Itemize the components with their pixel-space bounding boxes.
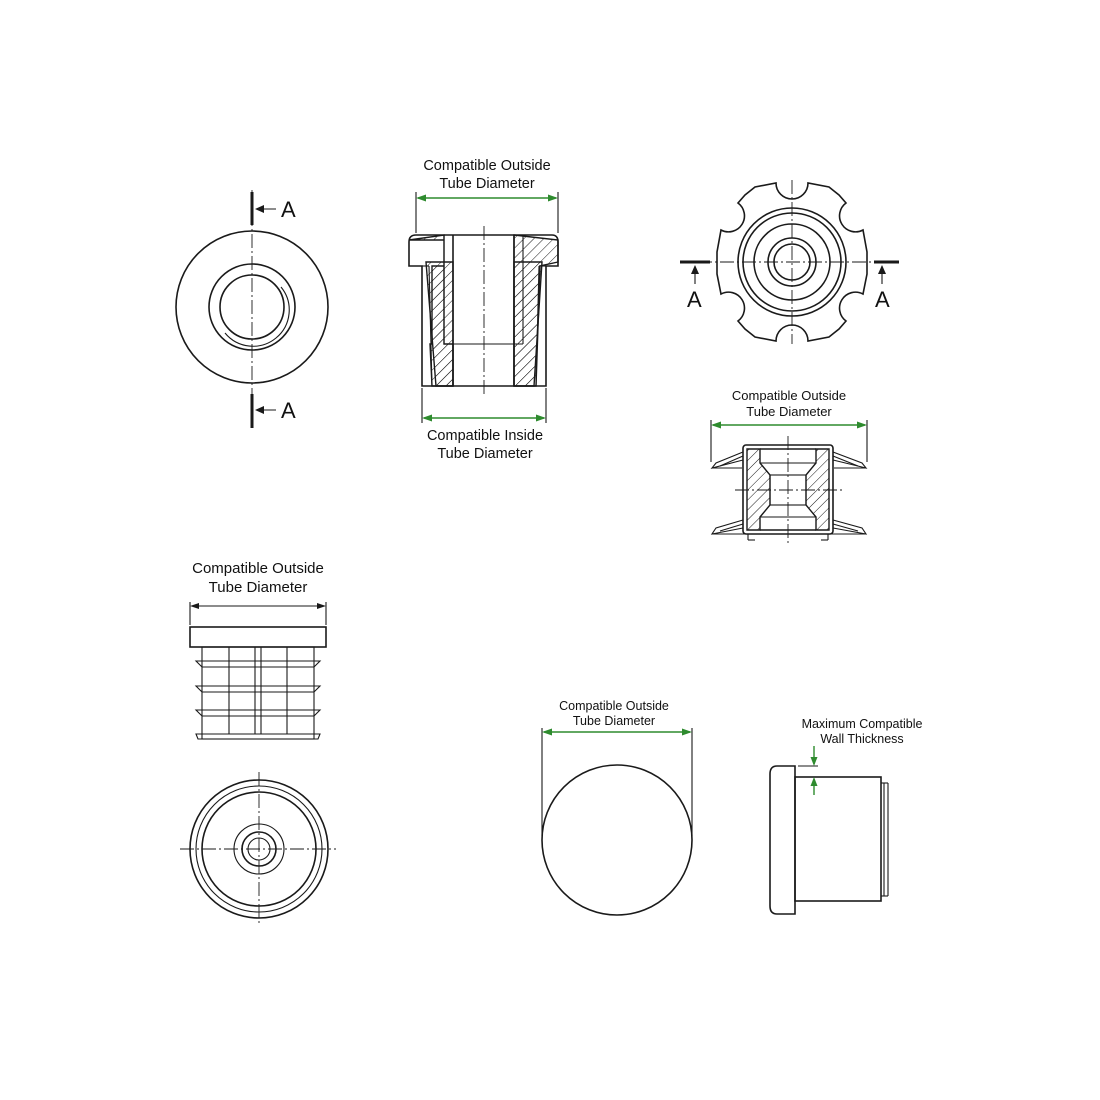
section-marker-a-top: A [281,197,296,222]
cap-od-label-line2: Tube Diameter [572,714,656,728]
star-insert-end-view [680,180,899,344]
sleeve-od-label-line2: Tube Diameter [439,176,535,192]
plug-od-label-line1: Compatible Outside [192,560,324,577]
cap-side-view [770,717,922,914]
plug-od-label-line2: Tube Diameter [208,579,308,596]
sleeve-section-view [409,158,558,462]
ribbed-plug-end-view [180,772,336,926]
sleeve-end-view [176,190,328,428]
cap-wall-label-line2: Wall Thickness [820,732,904,746]
cap-front-view [542,699,692,915]
sleeve-od-label-line1: Compatible Outside [423,158,551,174]
section-marker-a-right: A [875,287,890,312]
star-od-label-line2: Tube Diameter [746,404,832,419]
star-od-label-line1: Compatible Outside [731,388,847,403]
cap-od-label-line1: Compatible Outside [559,699,669,713]
cap-wall-label-line1: Maximum Compatible [801,717,923,731]
ribbed-plug-side-view [190,560,326,739]
section-marker-a-left: A [687,287,702,312]
sleeve-id-label-line2: Tube Diameter [437,446,533,462]
sleeve-id-label-line1: Compatible Inside [426,428,544,444]
section-marker-a-bottom: A [281,398,296,423]
star-insert-section-view [711,388,867,545]
